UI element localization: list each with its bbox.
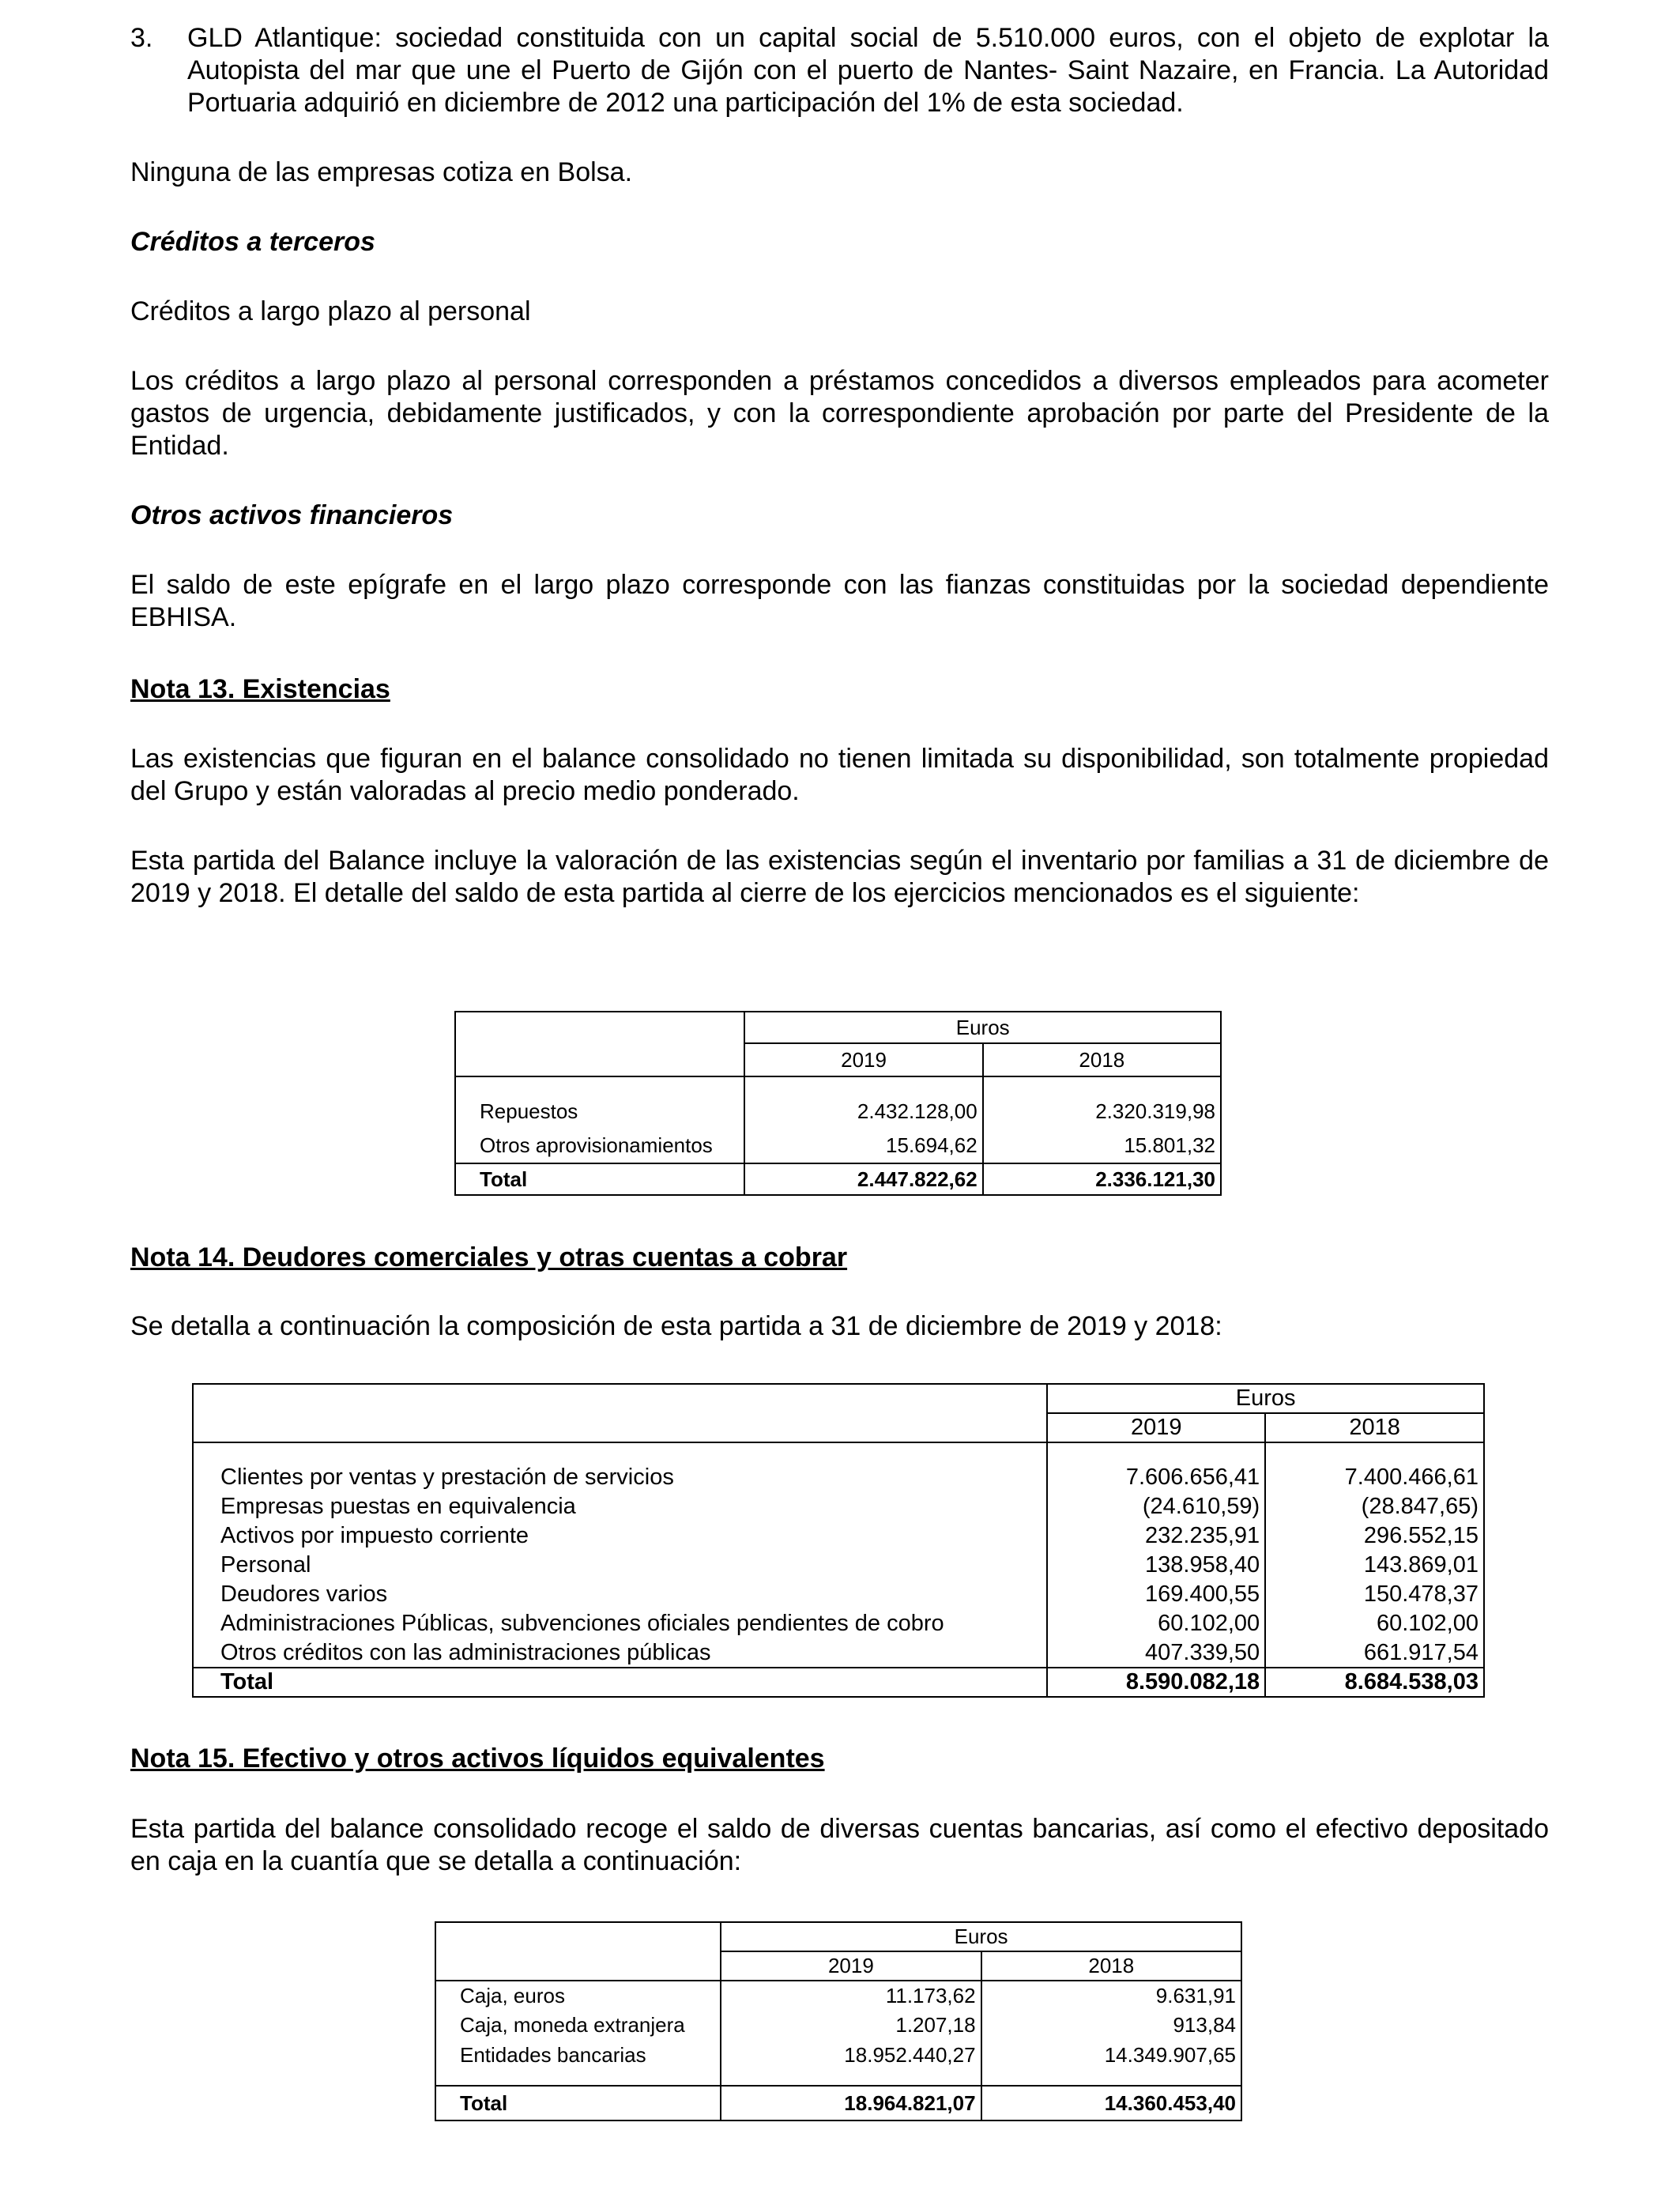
row-label: Activos por impuesto corriente — [193, 1521, 1047, 1551]
otros-activos-paragraph: El saldo de este epígrafe en el largo plazo corresponde con las fianzas constituidas por la sociedad dependiente EBHISA. — [130, 570, 1549, 632]
total-label: Total — [435, 2086, 721, 2120]
row-value-2018: 9.631,91 — [981, 1981, 1241, 2010]
row-label: Entidades bancarias — [435, 2040, 721, 2070]
row-value-2018: 14.349.907,65 — [981, 2040, 1241, 2070]
table-year-header: 2018 — [981, 1951, 1241, 1981]
row-label: Otros créditos con las administraciones públicas — [193, 1638, 1047, 1668]
total-value-2019: 8.590.082,18 — [1047, 1668, 1265, 1697]
creditos-subheading: Créditos a largo plazo al personal — [130, 296, 531, 326]
row-value-2019: 2.432.128,00 — [744, 1094, 982, 1129]
table-row — [193, 1521, 1484, 1551]
row-value-2019: 138.958,40 — [1047, 1551, 1265, 1580]
table-total-row — [435, 2086, 1241, 2120]
row-label: Repuestos — [455, 1094, 744, 1129]
table-total-row — [455, 1163, 1221, 1195]
table-year-header: 2019 — [1047, 1413, 1265, 1442]
row-value-2019: 1.207,18 — [721, 2010, 981, 2040]
creditos-heading: Créditos a terceros — [130, 227, 375, 257]
creditos-paragraph: Los créditos a largo plazo al personal corresponden a préstamos concedidos a diversos empleados para acometer gastos de urgencia, debidamente justificados, y con la correspondiente aprobación por parte del Presidente de la Entidad. — [130, 366, 1549, 461]
table-row — [193, 1551, 1484, 1580]
row-value-2019: 15.694,62 — [744, 1129, 982, 1163]
row-value-2018: 60.102,00 — [1265, 1609, 1484, 1638]
total-value-2018: 2.336.121,30 — [983, 1163, 1221, 1195]
table-year-header: 2019 — [721, 1951, 981, 1981]
otros-activos-heading: Otros activos financieros — [130, 500, 454, 530]
table-row — [193, 1609, 1484, 1638]
total-value-2019: 18.964.821,07 — [721, 2086, 981, 2120]
table-row — [455, 1129, 1221, 1163]
row-label: Clientes por ventas y prestación de servicios — [193, 1463, 1047, 1492]
row-value-2018: 2.320.319,98 — [983, 1094, 1221, 1129]
table-currency-header: Euros — [744, 1012, 1221, 1043]
row-value-2018: 7.400.466,61 — [1265, 1463, 1484, 1492]
nota13-paragraph-1: Las existencias que figuran en el balance consolidado no tienen limitada su disponibilidad, son totalmente propiedad del Grupo y están valoradas al precio medio ponderado. — [130, 744, 1549, 806]
nota13-paragraph-2: Esta partida del Balance incluye la valoración de las existencias según el inventario por familias a 31 de diciembre de 2019 y 2018. El detalle del saldo de esta partida al cierre de los ejercicios mencionados es el siguiente: — [130, 846, 1549, 908]
total-value-2019: 2.447.822,62 — [744, 1163, 982, 1195]
row-value-2019: 7.606.656,41 — [1047, 1463, 1265, 1492]
row-label: Empresas puestas en equivalencia — [193, 1492, 1047, 1521]
row-value-2018: 150.478,37 — [1265, 1580, 1484, 1609]
table-row — [193, 1638, 1484, 1668]
nota14-paragraph: Se detalla a continuación la composición de esta partida a 31 de diciembre de 2019 y 2018: — [130, 1311, 1222, 1341]
row-label: Personal — [193, 1551, 1047, 1580]
total-value-2018: 8.684.538,03 — [1265, 1668, 1484, 1697]
row-value-2018: (28.847,65) — [1265, 1492, 1484, 1521]
row-value-2019: 11.173,62 — [721, 1981, 981, 2010]
nota13-title: Nota 13. Existencias — [130, 674, 390, 704]
existencias-table — [454, 1011, 1222, 1196]
table-row — [435, 1981, 1241, 2010]
table-year-header: 2018 — [1265, 1413, 1484, 1442]
table-row — [193, 1492, 1484, 1521]
bolsa-paragraph: Ninguna de las empresas cotiza en Bolsa. — [130, 157, 633, 187]
table-currency-header: Euros — [721, 1922, 1241, 1951]
row-label: Caja, moneda extranjera — [435, 2010, 721, 2040]
total-label: Total — [193, 1668, 1047, 1697]
table-year-header: 2019 — [744, 1043, 982, 1076]
row-value-2018: 143.869,01 — [1265, 1551, 1484, 1580]
table-row — [455, 1094, 1221, 1129]
row-value-2018: 913,84 — [981, 2010, 1241, 2040]
row-label: Deudores varios — [193, 1580, 1047, 1609]
row-label: Caja, euros — [435, 1981, 721, 2010]
list-item-gld — [130, 22, 1549, 119]
document-page — [130, 22, 1549, 910]
row-value-2019: 18.952.440,27 — [721, 2040, 981, 2070]
table-currency-header: Euros — [1047, 1384, 1484, 1413]
list-item-text: GLD Atlantique: sociedad constituida con un capital social de 5.510.000 euros, con el objeto de explotar la Autopista del mar que une el Puerto de Gijón con el puerto de Nantes- Saint Nazaire, en Francia. La Autoridad Portuaria adquirió en diciembre de 2012 una participación del 1% de esta sociedad. — [187, 23, 1549, 118]
row-label: Administraciones Públicas, subvenciones oficiales pendientes de cobro — [193, 1609, 1047, 1638]
table-year-header: 2018 — [983, 1043, 1221, 1076]
row-value-2019: (24.610,59) — [1047, 1492, 1265, 1521]
table-header-blank — [455, 1012, 744, 1076]
total-label: Total — [455, 1163, 744, 1195]
table-header-blank — [435, 1922, 721, 1981]
row-value-2019: 169.400,55 — [1047, 1580, 1265, 1609]
table-row — [435, 2010, 1241, 2040]
nota15-paragraph: Esta partida del balance consolidado recoge el saldo de diversas cuentas bancarias, así como el efectivo depositado en caja en la cuantía que se detalla a continuación: — [130, 1814, 1549, 1876]
efectivo-table — [435, 1921, 1242, 2121]
row-value-2018: 661.917,54 — [1265, 1638, 1484, 1668]
row-value-2018: 15.801,32 — [983, 1129, 1221, 1163]
row-value-2018: 296.552,15 — [1265, 1521, 1484, 1551]
nota15-title: Nota 15. Efectivo y otros activos líquidos equivalentes — [130, 1744, 825, 1774]
table-row — [435, 2040, 1241, 2070]
table-total-row — [193, 1668, 1484, 1697]
total-value-2018: 14.360.453,40 — [981, 2086, 1241, 2120]
row-value-2019: 407.339,50 — [1047, 1638, 1265, 1668]
table-row — [193, 1580, 1484, 1609]
list-number: 3. — [130, 23, 153, 53]
table-row — [193, 1463, 1484, 1492]
deudores-table — [192, 1383, 1485, 1698]
table-header-blank — [193, 1384, 1047, 1442]
row-label: Otros aprovisionamientos — [455, 1129, 744, 1163]
row-value-2019: 232.235,91 — [1047, 1521, 1265, 1551]
row-value-2019: 60.102,00 — [1047, 1609, 1265, 1638]
nota14-title: Nota 14. Deudores comerciales y otras cuentas a cobrar — [130, 1242, 848, 1272]
